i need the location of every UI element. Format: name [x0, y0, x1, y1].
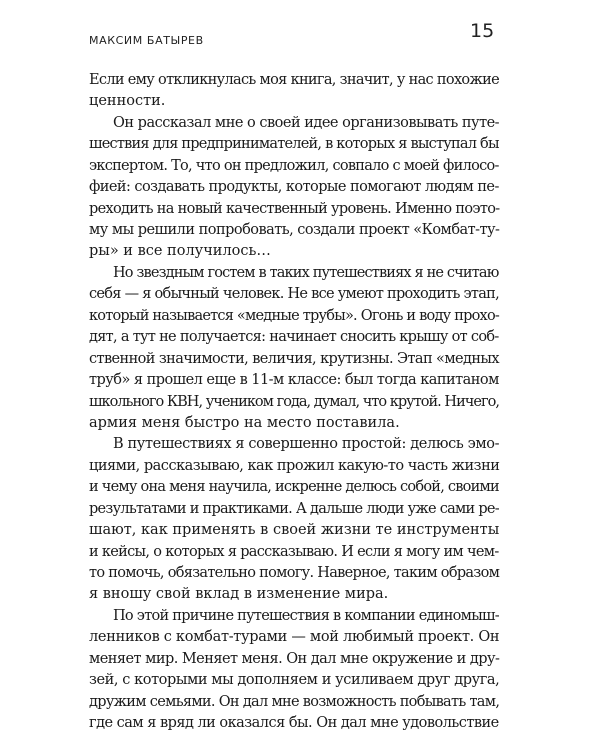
page-number: 15	[470, 20, 495, 42]
text-line: му мы решили попробовать, создали проект «Комбат-ту-	[89, 222, 500, 238]
text-line: ственной значимости, величия, крутизны. Этап «медных	[89, 351, 499, 367]
text-line: себя — я обычный человек. Не все умеют проходить этап,	[89, 286, 499, 302]
text-line: реходить на новый качественный уровень. Именно поэто-	[89, 201, 500, 217]
text-line: который называется «медные трубы». Огонь и воду прохо-	[89, 308, 500, 324]
text-line: ленников с комбат-турами — мой любимый проект. Он	[89, 629, 500, 645]
text-line: где сам я вряд ли оказался бы. Он дал мне удовольствие	[89, 715, 499, 731]
text-line: то помочь, обязательно помогу. Наверное, таким образом	[89, 565, 500, 581]
paragraph-first-line: Но звездным гостем в таких путешествиях я не считаю	[113, 265, 499, 281]
text-line: фией: создавать продукты, которые помогают людям пе-	[89, 179, 499, 195]
text-line: циями, рассказываю, как прожил какую-то часть жизни	[89, 458, 500, 474]
paragraph-first-line: Он рассказал мне о своей идее организовывать путе-	[113, 115, 500, 131]
text-line: дят, а тут не получается: начинает сносить крышу от соб-	[89, 329, 499, 345]
text-line: шают, как применять в своей жизни те инструменты	[89, 522, 500, 538]
text-line: ры» и все получилось…	[89, 243, 271, 259]
text-line: и кейсы, о которых я рассказываю. И если я могу им чем-	[89, 544, 499, 560]
text-line: ценности.	[89, 93, 166, 109]
running-head-author: МАКСИМ БАТЫРЕВ	[89, 34, 204, 47]
text-line: я вношу свой вклад в изменение мира.	[89, 586, 389, 602]
text-line: зей, с которыми мы дополняем и усиливаем друг друга,	[89, 672, 500, 688]
text-line: армия меня быстро на место поставила.	[89, 415, 400, 431]
text-line: школьного КВН, учеником года, думал, что крутой. Ничего,	[89, 394, 499, 410]
text-line: Если ему откликнулась моя книга, значит, у нас похожие	[89, 72, 500, 88]
text-line: и чему она меня научила, искренне делюсь собой, своими	[89, 479, 499, 495]
text-line: шествия для предпринимателей, в которых я выступал бы	[89, 136, 499, 152]
text-line: экспертом. То, что он предложил, совпало с моей филосо-	[89, 158, 499, 174]
paragraph-first-line: В путешествиях я совершенно простой: делюсь эмо-	[113, 436, 500, 452]
paragraph-first-line: По этой причине путешествия в компании единомыш-	[113, 608, 499, 624]
text-line: дружим семьями. Он дал мне возможность побывать там,	[89, 694, 500, 710]
text-line: результатами и практиками. А дальше люди уже сами ре-	[89, 501, 499, 517]
text-line: меняет мир. Меняет меня. Он дал мне окружение и дру-	[89, 651, 500, 667]
text-line: труб» я прошел еще в 11-м классе: был тогда капитаном	[89, 372, 499, 388]
